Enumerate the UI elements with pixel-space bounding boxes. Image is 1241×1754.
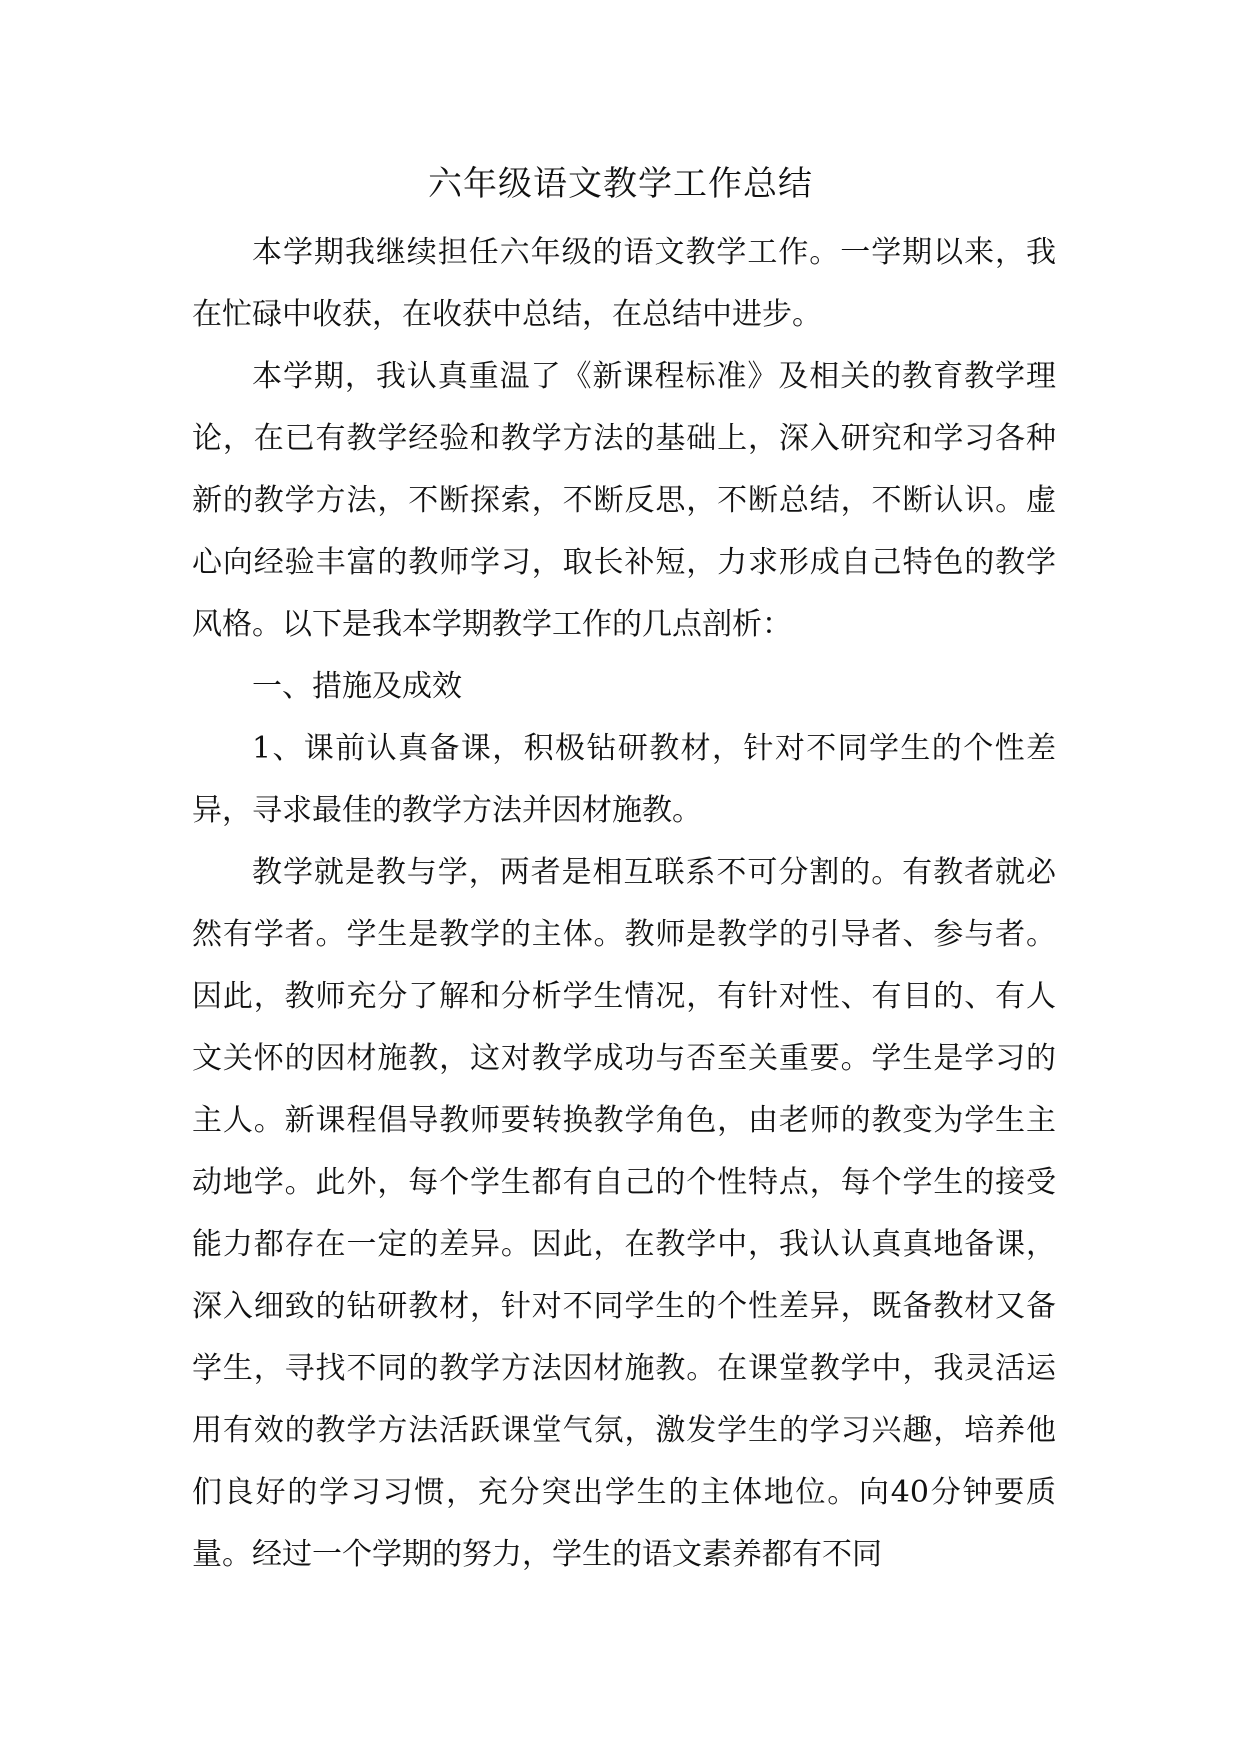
section-heading-measures: 一、措施及成效 xyxy=(252,669,462,704)
paragraph-intro: 本学期我继续担任六年级的语文教学工作。一学期以来，我在忙碌中收获，在收获中总结，在总结中进步。 xyxy=(192,235,1056,332)
document-title: 六年级语文教学工作总结 xyxy=(428,164,813,204)
paragraph-point-1: 1、课前认真备课，积极钻研教材，针对不同学生的个性差异，寻求最佳的教学方法并因材施教。 xyxy=(192,731,1056,828)
paragraph-overview: 本学期，我认真重温了《新课程标准》及相关的教育教学理论，在已有教学经验和教学方法的基础上，深入研究和学习各种新的教学方法，不断探索，不断反思，不断总结，不断认识。虚心向经验丰富的教师学习，取长补短，力求形成自己特色的教学风格。以下是我本学期教学工作的几点剖析： xyxy=(192,359,1056,642)
document-body xyxy=(192,222,1056,1586)
paragraph-teaching: 教学就是教与学，两者是相互联系不可分割的。有教者就必然有学者。学生是教学的主体。教师是教学的引导者、参与者。因此，教师充分了解和分析学生情况，有针对性、有目的、有人文关怀的因材施教，这对教学成功与否至关重要。学生是学习的主人。新课程倡导教师要转换教学角色，由老师的教变为学生主动地学。此外，每个学生都有自己的个性特点，每个学生的接受能力都存在一定的差异。因此，在教学中，我认认真真地备课，深入细致的钻研教材，针对不同学生的个性差异，既备教材又备学生，寻找不同的教学方法因材施教。在课堂教学中，我灵活运用有效的教学方法活跃课堂气氛，激发学生的学习兴趣，培养他们良好的学习习惯，充分突出学生的主体地位。向40分钟要质量。经过一个学期的努力，学生的语文素养都有不同 xyxy=(192,855,1056,1572)
